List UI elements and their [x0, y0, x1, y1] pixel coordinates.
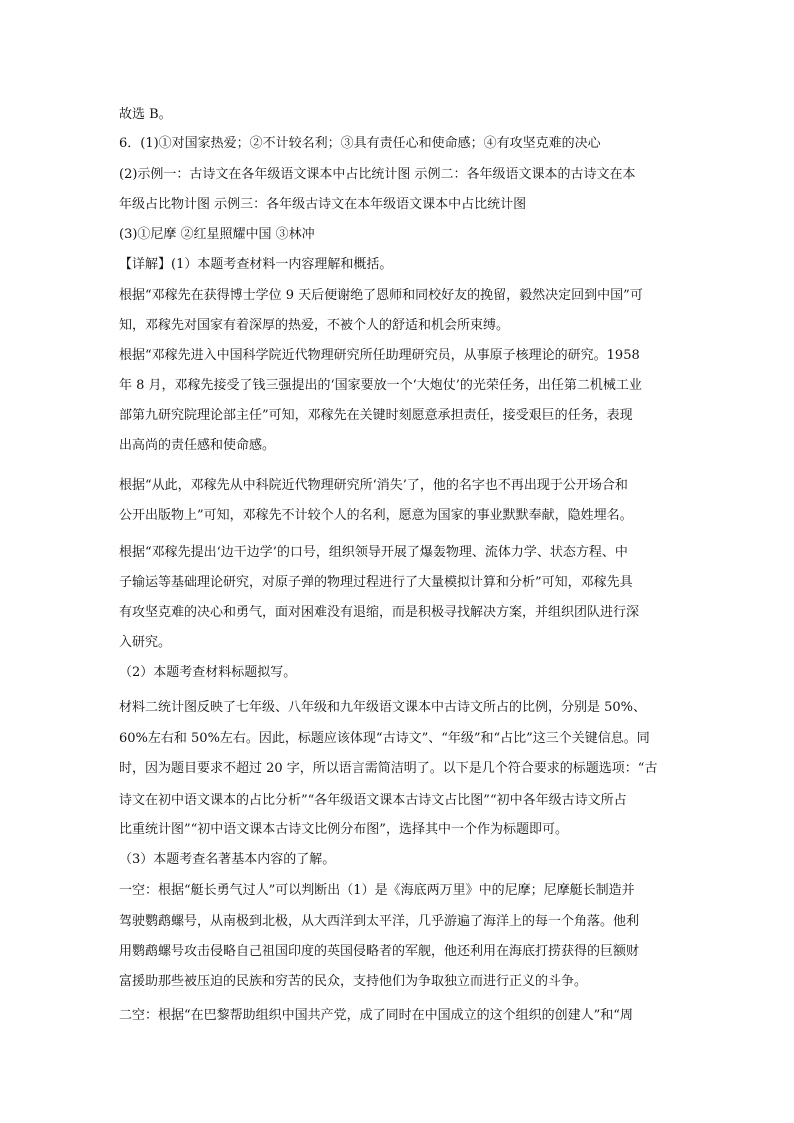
text-line: 入研究。 [119, 635, 172, 650]
text-line: 年 8 月，邓稼先接受了钱三强提出的‘国家要放一个‘大炮仗’的光荣任务，出任第二机械工业 [119, 378, 642, 393]
text-line: 子输运等基础理论研究，对原子弹的物理过程进行了大量模拟计算和分析”可知，邓稼先具 [119, 575, 633, 590]
text-line: （2）本题考查材料标题拟写。 [119, 665, 297, 680]
text-line: 6．(1)①对国家热爱；②不计较名利；③具有责任心和使命感；④有攻坚克难的决心 [119, 136, 601, 151]
text-line: 驾驶鹦鹉螺号，从南极到北极，从大西洋到太平洋，几乎游遍了海洋上的每一个角落。他利 [119, 914, 640, 929]
text-line: 诗文在初中语文课本的占比分析”“各年级语文课本古诗文占比图”“初中各年级古诗文所占 [119, 793, 627, 808]
text-line: 公开出版物上”可知，邓稼先不计较个人的名利，愿意为国家的事业默默奉献，隐姓埋名。 [119, 508, 633, 523]
text-line: 二空：根据“在巴黎帮助组织中国共产党，成了同时在中国成立的这个组织的创建人”和“周 [119, 1008, 633, 1023]
text-line: （3）本题考查名著基本内容的了解。 [119, 852, 336, 867]
text-line: 富援助那些被压迫的民族和穷苦的民众，支持他们为争取独立而进行正义的斗争。 [119, 974, 588, 989]
text-line: (2)示例一：古诗文在各年级语文课本中占比统计图 示例二：各年级语文课本的古诗文在本 [119, 167, 636, 182]
text-line: 故选 B。 [119, 107, 172, 122]
text-line: 根据“从此，邓稼先从中科院近代物理研究所‘消失’了，他的名字也不再出现于公开场合和 [119, 478, 628, 493]
text-line: 根据“邓稼先进入中国科学院近代物理研究所任助理研究员，从事原子核理论的研究。1958 [119, 348, 640, 363]
text-line: 一空：根据“艇长勇气过人”可以判断出（1）是《海底两万里》中的尼摩；尼摩艇长制造并 [119, 883, 635, 898]
text-line: 年级占比物计图 示例三：各年级古诗文在本年级语文课本中占比统计图 [119, 197, 527, 212]
text-line: 比重统计图”“初中语文课本古诗文比例分布图”，选择其中一个作为标题即可。 [119, 822, 568, 837]
text-line: 部第九研究院理论部主任”可知，邓稼先在关键时刻愿意承担责任，接受艰巨的任务，表现 [119, 408, 633, 423]
text-line: 材料二统计图反映了七年级、八年级和九年级语文课本中古诗文所占的比例，分别是 50%、 [119, 700, 647, 715]
text-line: 用鹦鹉螺号攻击侵略自己祖国印度的英国侵略者的军舰，他还利用在海底打捞获得的巨额财 [119, 944, 640, 959]
text-line: 【详解】(1）本题考查材料一内容理解和概括。 [119, 257, 393, 272]
text-line: 出高尚的责任感和使命感。 [119, 438, 276, 453]
text-line: 知，邓稼先对国家有着深厚的热爱，不被个人的舒适和机会所束缚。 [119, 318, 510, 333]
text-line: 根据“邓稼先提出‘边干边学’的口号，组织领导开展了爆轰物理、流体力学、状态方程、中 [119, 545, 628, 560]
text-line: 时，因为题目要求不超过 20 字，所以语言需简洁明了。以下是几个符合要求的标题选项：“古 [119, 761, 658, 776]
text-line: 60%左右和 50%左右。因此，标题应该体现“古诗文”、“年级”和“占比”这三个关键信息。同 [119, 731, 650, 746]
text-line: 根据“邓稼先在获得博士学位 9 天后便谢绝了恩师和同校好友的挽留，毅然决定回到中国”可 [119, 288, 643, 303]
text-line: 有攻坚克难的决心和勇气，面对困难没有退缩，而是积极寻找解决方案，并组织团队进行深 [119, 605, 640, 620]
text-line: (3)①尼摩 ②红星照耀中国 ③林冲 [119, 227, 315, 242]
